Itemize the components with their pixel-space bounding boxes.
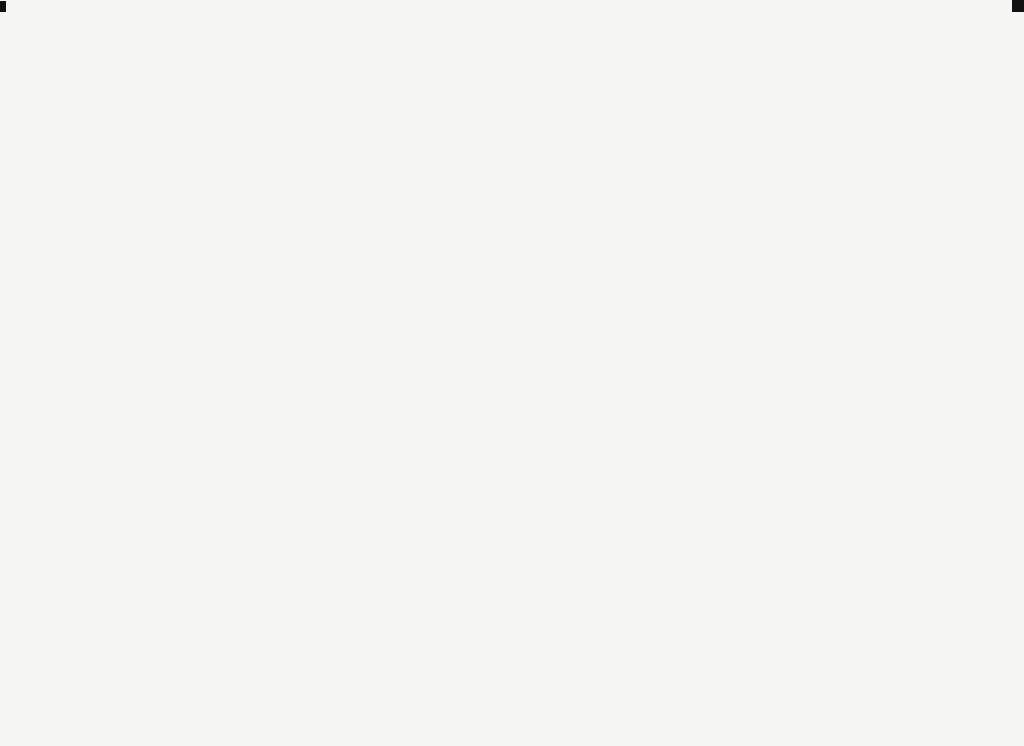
maintenance-schedule-table [84, 139, 922, 551]
watermark-top-text [0, 1, 6, 12]
corner-mark [1012, 0, 1024, 12]
watermark-top [0, 0, 6, 14]
